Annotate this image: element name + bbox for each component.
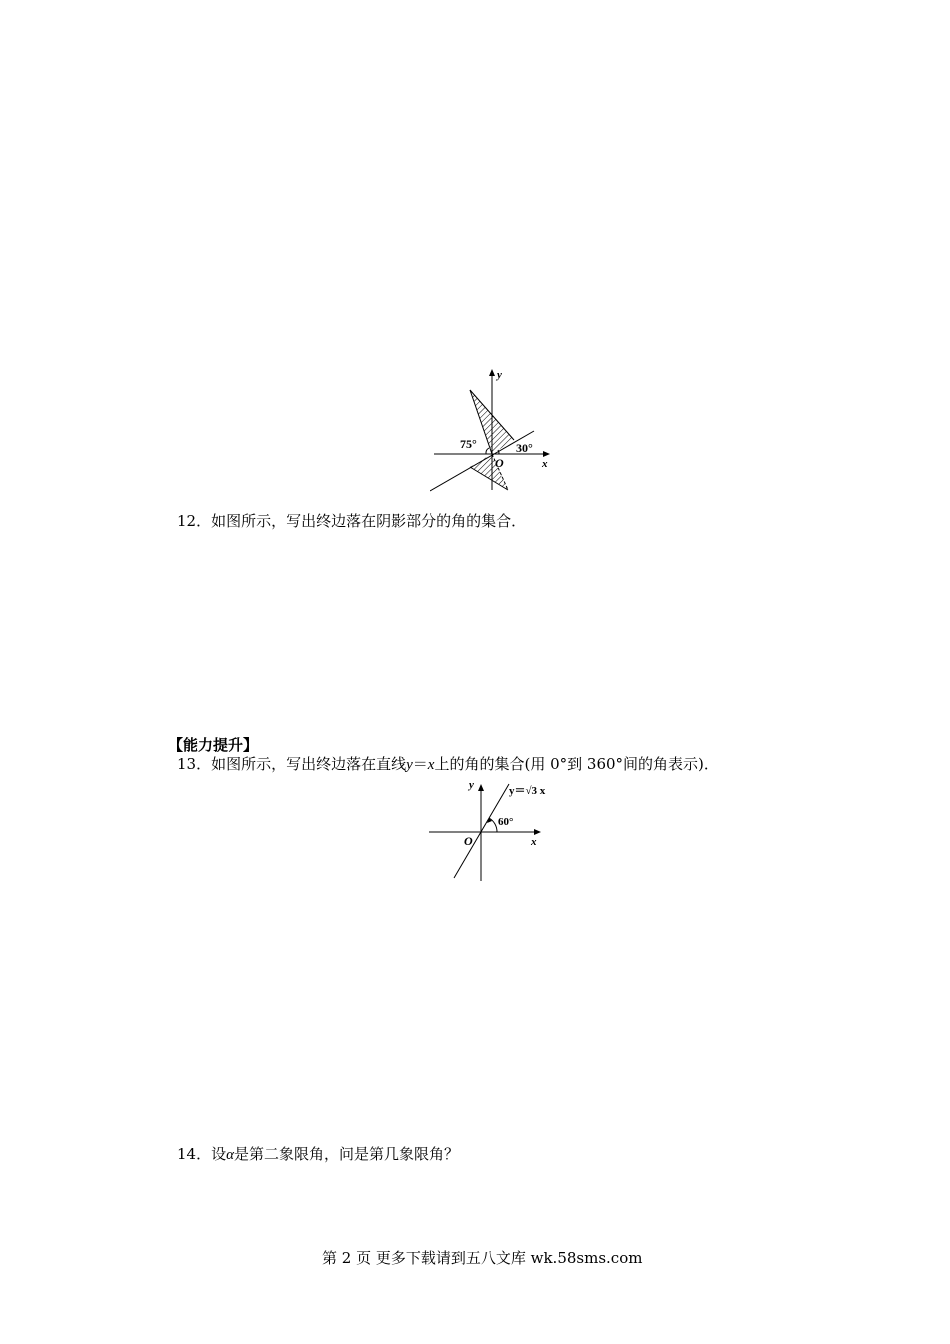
origin-label: O [464, 834, 473, 848]
question-14 [177, 1143, 459, 1164]
figure-shaded-angles [430, 366, 555, 494]
line-label: y＝√3 x [509, 785, 546, 797]
x-axis-label: x [531, 836, 537, 848]
question-text: 设 [211, 1145, 227, 1163]
x-axis-label: x [542, 458, 548, 470]
var-x: x [427, 757, 435, 773]
angle-label-60: 60° [498, 816, 514, 828]
question-text-after: 是第二象限角，问是第几象限角？ [233, 1145, 459, 1163]
var-alpha: α [226, 1147, 234, 1163]
origin-label: O [495, 456, 504, 470]
question-number: 13． [177, 755, 212, 773]
question-text-after: 上的角的集合(用 0°到 360°间的角表示)． [434, 755, 719, 773]
equals-sign: ＝ [412, 755, 428, 773]
angle-label-75: 75° [460, 437, 477, 451]
question-13 [177, 753, 719, 774]
question-number: 14． [177, 1145, 212, 1163]
line-30 [430, 431, 534, 491]
figure-line-60-svg [425, 778, 575, 884]
x-axis-arrow [543, 451, 550, 457]
page-footer: 第 2 页 更多下载请到五八文库 wk.58sms.com [322, 1249, 643, 1267]
figure-line-60 [425, 778, 575, 884]
figure-shaded-angles-svg [430, 366, 555, 494]
arc-75 [486, 448, 489, 454]
var-y: y [406, 757, 413, 773]
question-text: 如图所示，写出终边落在直线 [211, 755, 407, 773]
y-axis-arrow [489, 369, 495, 376]
section-title: 【能力提升】 [168, 736, 259, 754]
x-axis-arrow [534, 829, 541, 835]
y-axis-label: y [469, 779, 474, 791]
angle-label-30: 30° [516, 441, 533, 455]
y-axis-label: y [497, 369, 502, 381]
question-12 [177, 510, 526, 531]
question-number: 12． [177, 512, 212, 530]
y-axis-arrow [478, 784, 484, 791]
question-text: 如图所示，写出终边落在阴影部分的角的集合． [211, 512, 527, 530]
